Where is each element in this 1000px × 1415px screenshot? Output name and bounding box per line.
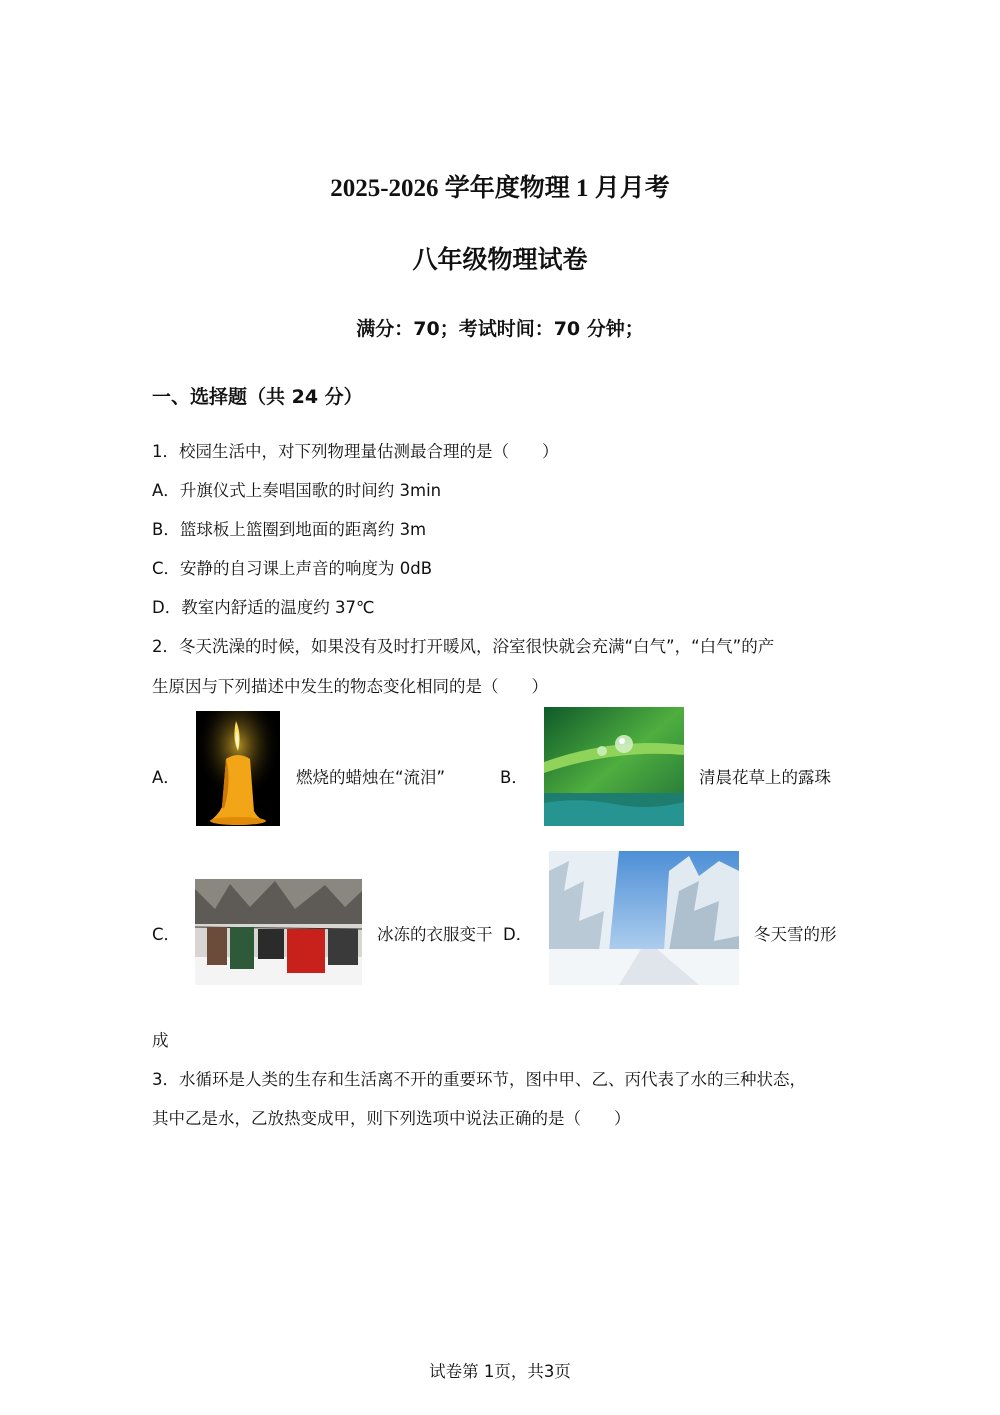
exam-subtitle: 八年级物理试卷	[412, 245, 588, 274]
candle-photo	[196, 711, 280, 826]
score-info: 满分：70；考试时间：70 分钟；	[356, 318, 644, 340]
dew-photo	[544, 707, 684, 826]
q2-stem-line2: 生原因与下列描述中发生的物态变化相同的是（ ）	[152, 677, 548, 696]
q1-option-b: B．篮球板上篮圈到地面的距离约 3m	[152, 520, 427, 539]
q1-stem: 1．校园生活中，对下列物理量估测最合理的是（ ）	[152, 442, 559, 461]
q3-stem-line2: 其中乙是水，乙放热变成甲，则下列选项中说法正确的是（ ）	[152, 1109, 631, 1128]
q1-option-c: C．安静的自习课上声音的响度为 0dB	[152, 559, 433, 578]
q2-stem-line1: 2．冬天洗澡的时候，如果没有及时打开暖风，浴室很快就会充满“白气”，“白气”的产	[152, 637, 775, 656]
q2-option-d-letter: D．	[503, 925, 533, 944]
q2-option-d-caption: 冬天雪的形	[754, 925, 837, 944]
page-footer: 试卷第 1页，共3页	[429, 1362, 571, 1381]
q2-option-c-letter: C．	[152, 925, 181, 944]
frozen-clothes-photo	[195, 879, 362, 985]
q2-option-b-caption: 清晨花草上的露珠	[699, 768, 831, 787]
q2-option-c-caption: 冰冻的衣服变干	[377, 925, 493, 944]
q1-option-a: A．升旗仪式上奏唱国歌的时间约 3min	[152, 481, 442, 500]
q2-option-b-letter: B．	[500, 768, 528, 787]
q3-stem-line1: 3．水循环是人类的生存和生活离不开的重要环节，图中甲、乙、丙代表了水的三种状态，	[152, 1070, 806, 1089]
section-heading: 一、选择题（共 24 分）	[152, 386, 363, 408]
q2-option-a-caption: 燃烧的蜡烛在“流泪”	[296, 768, 446, 787]
exam-title: 2025-2026 学年度物理 1 月月考	[330, 175, 670, 202]
q2-option-d-caption-tail: 成	[152, 1031, 169, 1050]
q2-option-a-letter: A．	[152, 768, 180, 787]
q1-option-d: D．教室内舒适的温度约 37℃	[152, 598, 375, 617]
snow-forest-photo	[549, 851, 739, 985]
